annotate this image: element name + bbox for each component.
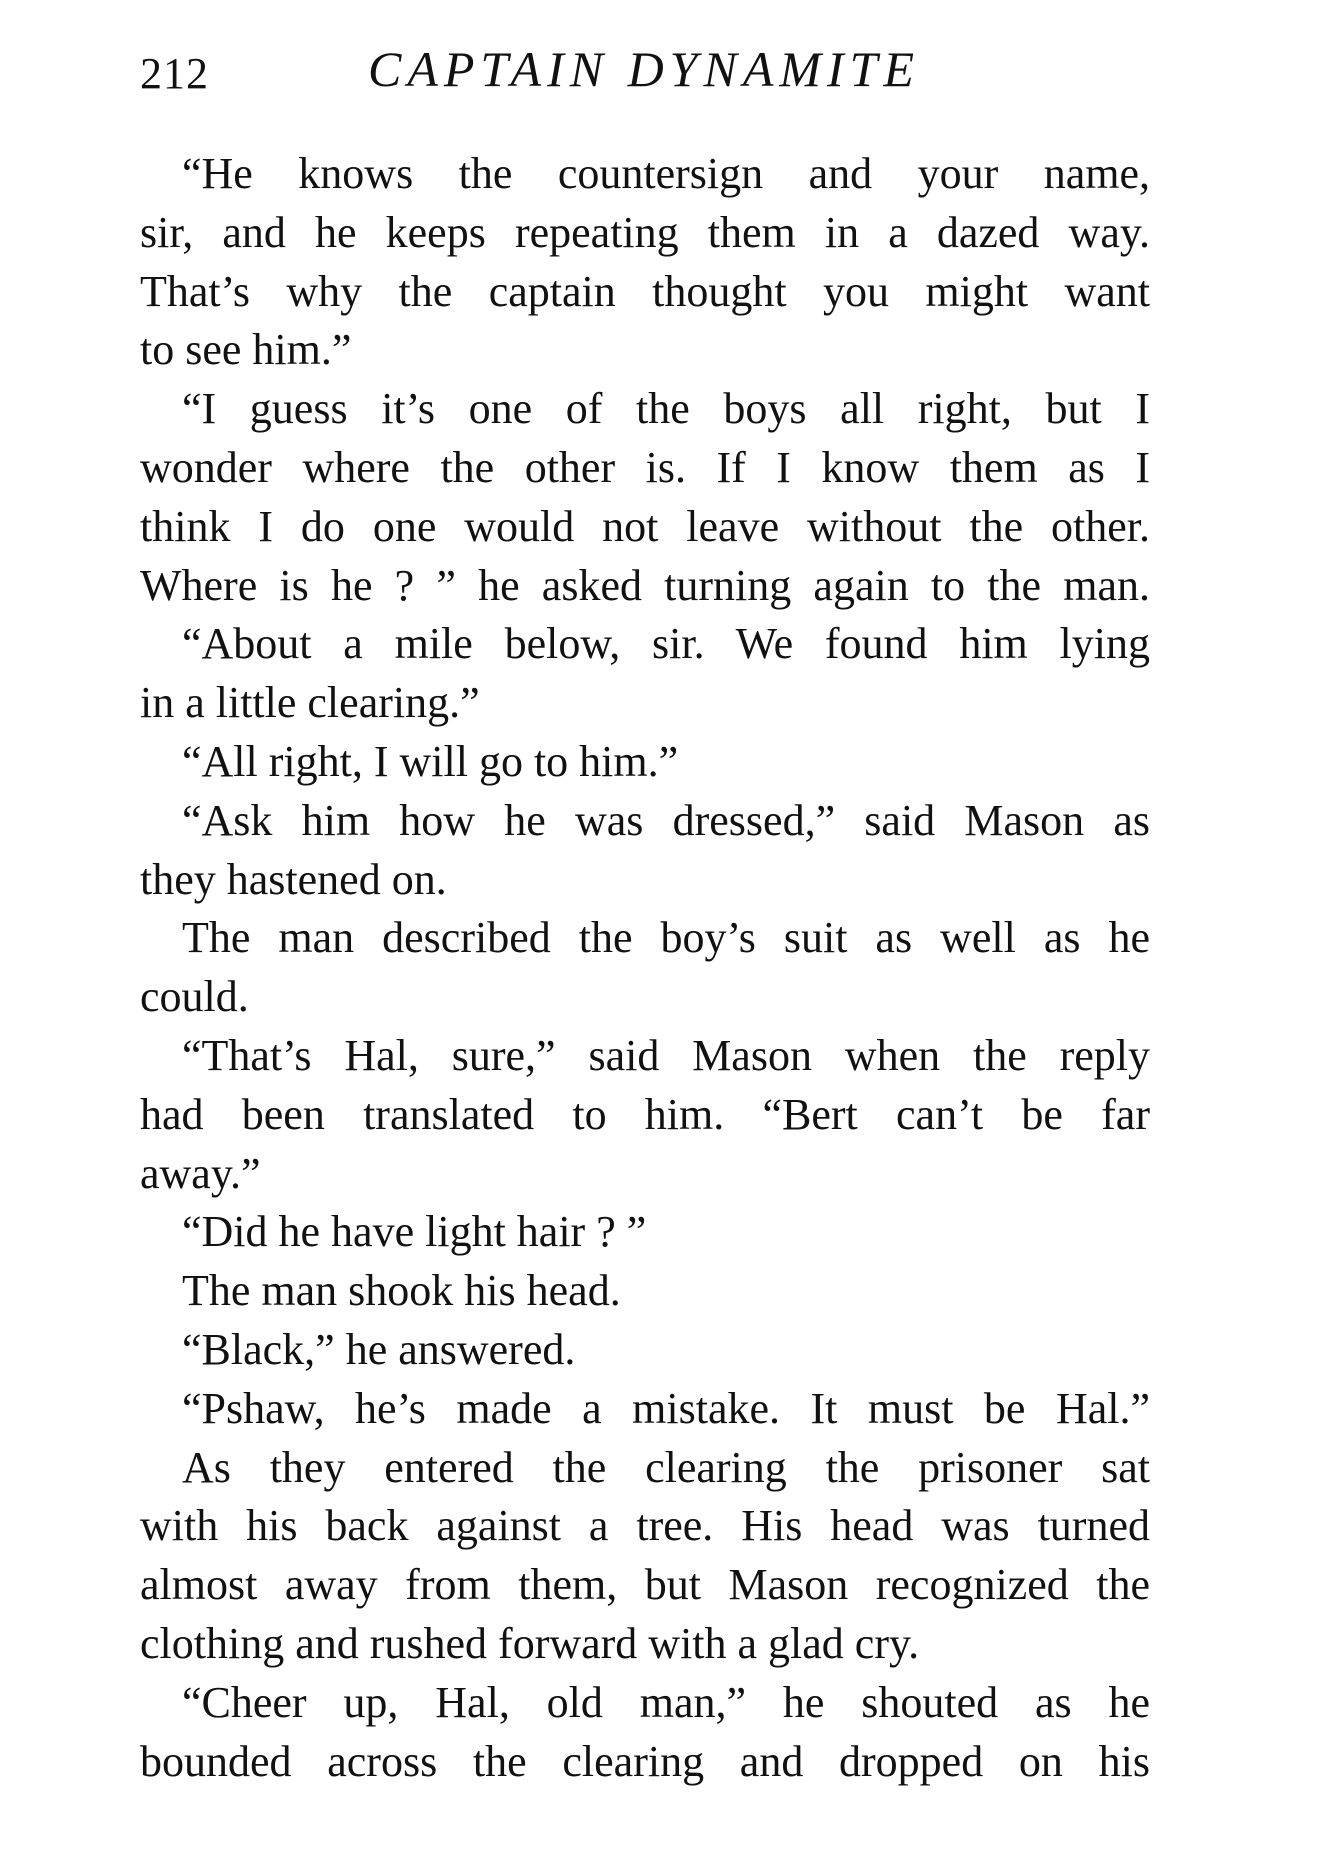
text-line: “I guess it’s one of the boys all right, but I [182,384,1150,434]
text-line: The man described the boy’s suit as well as he [182,913,1150,963]
text-line: Where is he ? ” he asked turning again to the man. [140,560,1150,610]
text-line: they hastened on. [140,854,447,904]
text-line: The man shook his head. [182,1266,621,1316]
text-line: could. [140,972,249,1022]
text-line: sir, and he keeps repeating them in a dazed way. [140,207,1150,257]
running-head [140,38,1150,108]
text-line: That’s why the captain thought you might want [140,266,1150,316]
text-line: “He knows the countersign and your name, [182,149,1150,198]
text-line: to see him.” [140,325,352,375]
text-line: had been translated to him. “Bert can’t be far [140,1089,1150,1139]
text-line: “Did he have light hair ? ” [182,1207,647,1257]
text-line: with his back against a tree. His head was turned [140,1501,1150,1551]
text-line: As they entered the clearing the prisoner sat [182,1442,1150,1492]
text-line: “All right, I will go to him.” [182,736,679,786]
book-title: CAPTAIN DYNAMITE [368,41,921,97]
text-line: bounded across the clearing and dropped on his [140,1736,1150,1786]
text-line: clothing and rushed forward with a glad cry. [140,1618,920,1668]
page-number: 212 [140,49,209,98]
text-line: almost away from them, but Mason recognized the [140,1560,1150,1610]
text-line: think I do one would not leave without the other. [140,501,1150,551]
text-line: “Pshaw, he’s made a mistake. It must be Hal.” [182,1383,1150,1433]
text-line: “Ask him how he was dressed,” said Mason as [182,795,1150,845]
text-line: wonder where the other is. If I know them as I [140,442,1150,492]
text-line: “Cheer up, Hal, old man,” he shouted as he [182,1677,1150,1727]
text-line: “Black,” he answered. [182,1324,576,1374]
text-line: “About a mile below, sir. We found him lying [182,619,1150,669]
body-text [140,145,1150,1791]
text-line: in a little clearing.” [140,678,480,728]
text-line: away.” [140,1148,261,1198]
text-line: “That’s Hal, sure,” said Mason when the reply [182,1030,1150,1080]
